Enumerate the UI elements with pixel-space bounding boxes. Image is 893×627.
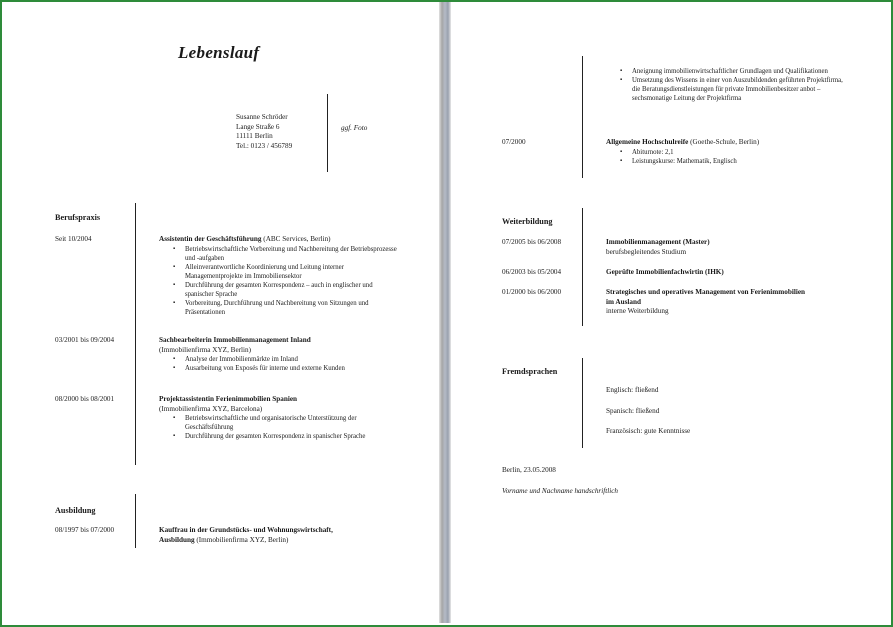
entry-date: 01/2000 bis 06/2000: [502, 288, 562, 296]
section-heading-fremdsprachen: Fremdsprachen: [502, 367, 558, 376]
education-institution: (Immobilienfirma XYZ, Berlin): [194, 535, 289, 544]
list-item: ▪ Vorbereitung, Durchführung und Nachbereitung von Sitzungen und Präsentationen: [159, 299, 399, 317]
berufspraxis-divider: [135, 203, 136, 465]
list-item: ▪ Aneignung immobilienwirtschaftlicher Grundlagen und Qualifikationen: [606, 67, 846, 76]
list-item: ▪ Durchführung der gesamten Korrespondenz – auch in englischer und spanischer Sprache: [159, 281, 399, 299]
page-gutter: [439, 2, 451, 623]
entry-date: 08/2000 bis 08/2001: [55, 395, 115, 403]
contact-phone: Tel.: 0123 / 456789: [236, 141, 293, 150]
job-entry: [159, 395, 399, 441]
language-item: Englisch: fließend: [606, 386, 659, 394]
entry-date: Seit 10/2004: [55, 235, 92, 243]
photo-placeholder: ggf. Foto: [341, 124, 368, 132]
list-item: ▪ Leistungskurse: Mathematik, Englisch: [606, 157, 846, 166]
ausbildung-divider: [135, 494, 136, 548]
page-title: Lebenslauf: [178, 43, 260, 62]
school-entry: [606, 138, 846, 166]
training-title: Geprüfte Immobilienfachwirtin (IHK): [606, 268, 724, 276]
job-title: Assistentin der Geschäftsführung: [159, 235, 262, 243]
job-title: Sachbearbeiterin Immobilienmanagement Inland: [159, 336, 311, 344]
training-type: berufsbegleitendes Studium: [606, 247, 687, 256]
education-title: Kauffrau in der Grundstücks- und Wohnungswirtschaft,: [159, 526, 333, 534]
job-entry: [159, 235, 399, 317]
list-item: ▪ Umsetzung des Wissens in einer von Auszubildenden geführten Projektfirma, die Beratungsdienstleistungen für private Immobilienbesitzer anbot – sechsmonatige Leitung der Projektfirma: [606, 76, 846, 103]
education-type: Ausbildung: [159, 535, 195, 544]
training-type: interne Weiterbildung: [606, 307, 669, 316]
entry-date: 08/1997 bis 07/2000: [55, 526, 115, 534]
photo-divider: [327, 94, 328, 172]
list-item: ▪ Ausarbeitung von Exposés für interne und externe Kunden: [159, 364, 399, 373]
job-entry: [159, 336, 399, 373]
list-item: ▪ Alleinverantwortliche Koordinierung und Leitung interner Managementprojekte im Immobiliensektor: [159, 263, 399, 281]
list-item: ▪ Abiturnote: 2,1: [606, 148, 846, 157]
entry-date: 07/2000: [502, 138, 526, 146]
language-item: Französisch: gute Kenntnisse: [606, 427, 691, 435]
list-item: ▪ Betriebswirtschaftliche Vorbereitung und Nachbereitung der Betriebsprozesse und -aufgaben: [159, 245, 399, 263]
section-heading-berufspraxis: Berufspraxis: [55, 213, 101, 222]
contact-name: Susanne Schröder: [236, 113, 288, 121]
entry-date: 07/2005 bis 06/2008: [502, 238, 562, 246]
training-title: Immobilienmanagement (Master): [606, 238, 710, 246]
entry-date: 06/2003 bis 05/2004: [502, 268, 562, 276]
job-employer: (Immobilienfirma XYZ, Berlin): [159, 345, 252, 354]
list-item: ▪ Durchführung der gesamten Korrespondenz in spanischer Sprache: [159, 432, 399, 441]
page-right: [451, 2, 889, 623]
contact-block: [236, 113, 292, 151]
list-item: ▪ Betriebswirtschaftliche und organisatorische Unterstützung der Geschäftsführung: [159, 414, 399, 432]
education-entry: [159, 526, 333, 545]
contact-street: Lange Straße 6: [236, 122, 280, 131]
school-name: (Goethe-Schule, Berlin): [688, 138, 760, 146]
language-item: Spanisch: fließend: [606, 407, 660, 415]
page-left: [2, 2, 439, 623]
signature-placeholder: Vorname und Nachname handschriftlich: [502, 487, 618, 495]
job-employer: (Immobilienfirma XYZ, Barcelona): [159, 404, 263, 413]
job-employer: (ABC Services, Berlin): [261, 235, 331, 243]
fremdsprachen-divider: [582, 358, 583, 448]
training-entry: [606, 268, 724, 278]
contact-city: 11111 Berlin: [236, 132, 273, 141]
section-heading-weiterbildung: Weiterbildung: [502, 217, 553, 226]
weiterbildung-divider: [582, 208, 583, 326]
section-heading-ausbildung: Ausbildung: [55, 506, 96, 515]
entry-date: 03/2001 bis 09/2004: [55, 336, 115, 344]
job-title: Projektassistentin Ferienimmobilien Spanien: [159, 395, 298, 403]
place-date: Berlin, 23.05.2008: [502, 466, 556, 474]
school-title: Allgemeine Hochschulreife: [606, 138, 689, 146]
training-entry: [606, 238, 710, 257]
list-item: ▪ Analyse der Immobilienmärkte im Inland: [159, 355, 399, 364]
continued-bullets: [606, 67, 846, 103]
continued-divider: [582, 56, 583, 178]
training-entry: [606, 288, 806, 317]
training-title: Strategisches und operatives Management von Ferienimmobilien im Ausland: [606, 288, 806, 306]
